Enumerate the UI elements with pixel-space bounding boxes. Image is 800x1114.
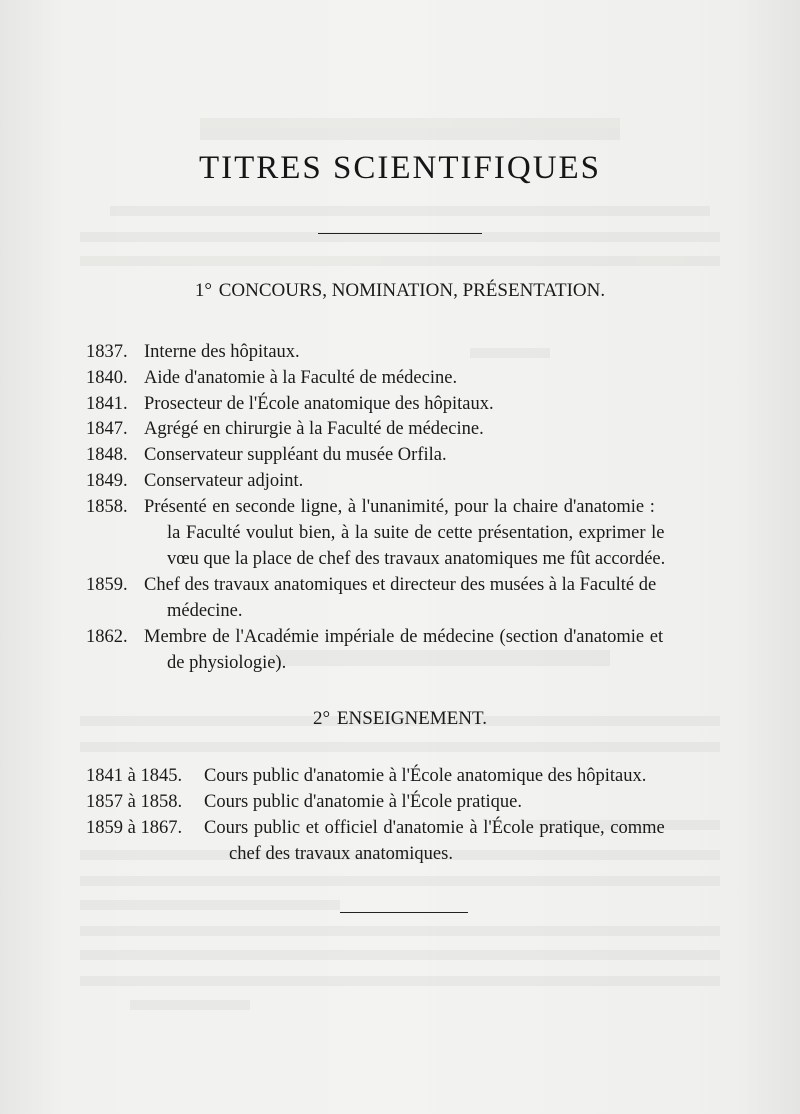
section-1-title: CONCOURS, NOMINATION, PRÉSENTATION.: [218, 280, 606, 301]
entry-year: 1849.: [86, 471, 128, 491]
list-item: [86, 339, 300, 365]
section-1-number: 1°: [194, 280, 212, 301]
entry-year: 1859.: [86, 575, 128, 595]
entry-year: 1848.: [86, 445, 128, 465]
entry-year: 1841 à 1845.: [86, 766, 183, 786]
entry-year: 1858.: [86, 497, 128, 517]
list-item: [86, 789, 522, 815]
entry-continuation: médecine.: [167, 601, 243, 621]
list-item: [86, 494, 655, 520]
entry-text: Membre de l'Académie impériale de médecine (section d'anatomie et: [144, 627, 664, 647]
list-item: [86, 815, 665, 841]
title-divider: [318, 233, 482, 234]
section-2-number: 2°: [313, 708, 331, 729]
entry-text: Conservateur adjoint.: [144, 471, 304, 491]
list-item: [86, 365, 457, 391]
entry-continuation: chef des travaux anatomiques.: [229, 844, 453, 864]
entry-text: Cours public d'anatomie à l'École pratique.: [204, 792, 522, 812]
entry-text: Cours public et officiel d'anatomie à l'École pratique, comme: [204, 818, 665, 838]
entry-year: 1840.: [86, 368, 128, 388]
list-item: [86, 763, 646, 789]
entry-year: 1859 à 1867.: [86, 818, 183, 838]
entry-text: Agrégé en chirurgie à la Faculté de médecine.: [144, 419, 484, 439]
entry-text: Conservateur suppléant du musée Orfila.: [144, 445, 447, 465]
list-item: [86, 624, 663, 650]
end-divider: [340, 912, 468, 913]
section-2-title: ENSEIGNEMENT.: [336, 708, 487, 729]
list-item: [86, 442, 447, 468]
entry-text: Chef des travaux anatomiques et directeur des musées à la Faculté de: [144, 575, 657, 595]
entry-continuation: la Faculté voulut bien, à la suite de cette présentation, exprimer le: [167, 523, 665, 543]
entry-text: Cours public d'anatomie à l'École anatomique des hôpitaux.: [204, 766, 647, 786]
list-item: [86, 468, 303, 494]
entry-text: Prosecteur de l'École anatomique des hôpitaux.: [144, 394, 494, 414]
list-item: [86, 572, 656, 598]
page-title: TITRES SCIENTIFIQUES: [198, 150, 602, 186]
entry-text: Présenté en seconde ligne, à l'unanimité, pour la chaire d'anatomie :: [144, 497, 655, 517]
entry-year: 1847.: [86, 419, 128, 439]
entry-continuation: vœu que la place de chef des travaux anatomiques me fût accordée.: [167, 549, 666, 569]
entry-text: Aide d'anatomie à la Faculté de médecine.: [144, 368, 458, 388]
list-item: [86, 391, 494, 417]
entry-text: Interne des hôpitaux.: [144, 342, 300, 362]
entry-year: 1857 à 1858.: [86, 792, 183, 812]
list-item: [86, 416, 484, 442]
section-2-heading: [0, 708, 800, 730]
entry-year: 1837.: [86, 342, 128, 362]
entry-continuation: de physiologie).: [167, 653, 287, 673]
entry-year: 1862.: [86, 627, 128, 647]
entry-year: 1841.: [86, 394, 128, 414]
section-1-heading: [0, 280, 800, 302]
